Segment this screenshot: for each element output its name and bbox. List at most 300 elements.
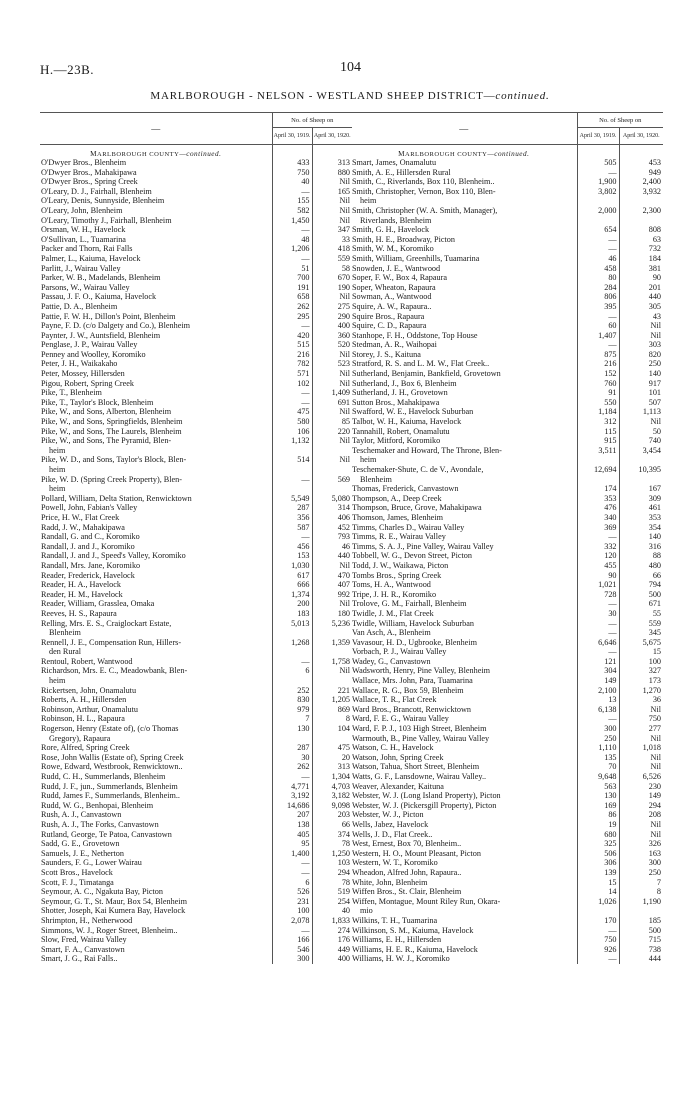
owner-name: Sutton Bros., Mahakipawa <box>352 397 440 407</box>
sheep-1919: 13 <box>577 695 619 705</box>
sheep-1920: 354 <box>619 523 663 533</box>
table-row <box>351 388 663 398</box>
table-row <box>40 590 352 600</box>
sheep-1919: 6 <box>272 666 312 676</box>
owner-name: O'Dwyer Bros., Mahakipawa <box>41 167 137 177</box>
table-row <box>40 695 352 705</box>
sheep-1920: 184 <box>619 254 663 264</box>
owner-name: Webster, W. J. (Long Island Property), Picton <box>352 791 501 801</box>
sheep-1919 <box>272 676 312 686</box>
sheep-1920: 275 <box>312 302 352 312</box>
owner-name: Gregory), Rapaura <box>49 733 111 743</box>
owner-name: Watson, Tahua, Short Street, Blenheim <box>352 762 480 772</box>
table-row <box>351 705 663 715</box>
left-rows <box>40 145 352 964</box>
table-row <box>40 666 352 676</box>
table-row <box>351 791 663 801</box>
sheep-1920 <box>312 484 352 494</box>
sheep-1920: 201 <box>619 283 663 293</box>
sheep-1919: 587 <box>272 523 312 533</box>
sheep-1920: 250 <box>619 868 663 878</box>
sheep-1919: 306 <box>577 858 619 868</box>
sheep-1919: 295 <box>272 312 312 322</box>
owner-name: Wadey, G., Canvastown <box>352 656 431 666</box>
owner-name: Talbot, W. H., Kaiuma, Havelock <box>352 417 462 427</box>
sheep-1920: Nil <box>312 216 352 226</box>
sheep-1920: Nil <box>312 379 352 389</box>
owner-name: Slow, Fred, Wairau Valley <box>41 935 127 945</box>
table-row <box>40 791 352 801</box>
sheep-1920: 347 <box>312 225 352 235</box>
owner-name: heim <box>49 465 66 474</box>
sheep-1919: — <box>577 599 619 609</box>
sheep-1920: 793 <box>312 532 352 542</box>
table-row <box>40 187 352 197</box>
sheep-1920: 1,250 <box>312 849 352 859</box>
sheep-1920: 163 <box>619 849 663 859</box>
owner-name: Relling, Mrs. E. S., Craiglockart Estate, <box>41 618 172 628</box>
sheep-1920: Nil <box>312 206 352 216</box>
table-row <box>40 503 352 513</box>
table-row <box>351 302 663 312</box>
owner-name: Sutherland, J., Box 6, Blenheim <box>352 378 457 388</box>
owner-name: Ward, F. E. G., Wairau Valley <box>352 714 449 724</box>
sheep-1920: 88 <box>619 551 663 561</box>
table-row <box>351 446 663 456</box>
sheep-1920: 917 <box>619 379 663 389</box>
owner-name: Sutherland, J. H., Grovetown <box>352 388 448 398</box>
table-row <box>40 475 352 485</box>
sheep-1919: — <box>577 340 619 350</box>
owner-name: Wallace, Mrs. John, Para, Tuamarina <box>352 676 473 686</box>
sheep-1920 <box>312 465 352 475</box>
sheep-1919: 728 <box>577 590 619 600</box>
owner-name: Rentoul, Robert, Wantwood <box>41 656 133 666</box>
owner-name: Powell, John, Fabian's Valley <box>41 503 138 513</box>
owner-name: Smith, W. M., Koromiko <box>352 244 434 254</box>
sheep-1919: — <box>272 187 312 197</box>
sheep-1919: 200 <box>272 599 312 609</box>
name-column-header: — <box>351 113 577 145</box>
sheep-1919: — <box>577 714 619 724</box>
sheep-1920: Nil <box>619 331 663 341</box>
table-row <box>40 954 352 964</box>
sheep-1920: 167 <box>619 484 663 494</box>
sheep-1920: 78 <box>312 839 352 849</box>
owner-name: Wells, J. D., Flat Creek.. <box>352 829 433 839</box>
sheep-1919: — <box>577 926 619 936</box>
table-row <box>40 407 352 417</box>
sheep-1920: 1,833 <box>312 916 352 926</box>
sheep-1920: 8 <box>619 887 663 897</box>
table-row <box>351 906 663 916</box>
sheep-1920: 452 <box>312 523 352 533</box>
table-row <box>351 647 663 657</box>
sheep-1919 <box>577 475 619 485</box>
sheep-1920: 8 <box>312 714 352 724</box>
owner-name: O'Leary, John, Blenheim <box>41 205 123 215</box>
sheep-1920: 20 <box>312 753 352 763</box>
sheep-1919: 1,900 <box>577 177 619 187</box>
sheep-1920 <box>619 216 663 226</box>
sheep-1920: 58 <box>312 264 352 274</box>
sheep-1919: 166 <box>272 935 312 945</box>
table-row <box>40 158 352 168</box>
table-row <box>351 340 663 350</box>
sheep-1920: 880 <box>312 168 352 178</box>
table-row <box>351 858 663 868</box>
table-row <box>40 216 352 226</box>
table-row <box>351 801 663 811</box>
sheep-1920: 374 <box>312 830 352 840</box>
sheep-1919: 830 <box>272 695 312 705</box>
owner-name: Squire Bros., Rapaura <box>352 311 425 321</box>
sheep-1919: 563 <box>577 782 619 792</box>
sheep-1920: 507 <box>619 398 663 408</box>
table-row <box>351 619 663 629</box>
table-row <box>40 465 352 475</box>
sheep-1920: 406 <box>312 513 352 523</box>
table-row <box>40 571 352 581</box>
owner-name: Rudd, James F., Summerlands, Blenheim.. <box>41 791 180 801</box>
sheep-1919: — <box>577 954 619 964</box>
sheep-1920: 140 <box>619 369 663 379</box>
sheep-1919: 30 <box>272 753 312 763</box>
owner-name: Pike, W., and Sons, Alberton, Blenheim <box>41 407 172 417</box>
sheep-1920: 1,359 <box>312 638 352 648</box>
table-row <box>351 916 663 926</box>
owner-name: Williams, E. H., Hillersden <box>352 935 442 945</box>
sheep-1919: 1,110 <box>577 743 619 753</box>
sheep-1919: 183 <box>272 609 312 619</box>
table-row <box>351 455 663 465</box>
sheep-1919: 806 <box>577 292 619 302</box>
owner-name: Smith, Christopher (W. A. Smith, Manager), <box>352 205 498 215</box>
table-row <box>351 561 663 571</box>
owner-name: Seymour, G. T., St. Maur, Box 54, Blenheim <box>41 896 187 906</box>
sheep-1919: — <box>272 926 312 936</box>
sheep-1920: 453 <box>619 158 663 168</box>
sheep-1919: 30 <box>577 609 619 619</box>
owner-name: Robinson, H. L., Rapaura <box>41 714 125 724</box>
owner-name: Saunders, F. G., Lower Wairau <box>41 858 142 868</box>
sheep-1919: 617 <box>272 571 312 581</box>
owner-name: Randall, Mrs. Jane, Koromiko <box>41 560 141 570</box>
owner-name: Stedman, A. R., Waihopai <box>352 340 437 350</box>
sheep-1919: 139 <box>577 868 619 878</box>
table-row <box>40 580 352 590</box>
sheep-1919: 782 <box>272 359 312 369</box>
sheep-1920: 305 <box>619 302 663 312</box>
sheep-1920: 250 <box>619 359 663 369</box>
owner-name: Swafford, W. E., Havelock Suburban <box>352 407 474 417</box>
table-row <box>40 523 352 533</box>
sheep-1920: 1,270 <box>619 686 663 696</box>
table-row <box>40 657 352 667</box>
owner-name: Squire, A. W., Rapaura.. <box>352 301 432 311</box>
sheep-1919: 750 <box>577 935 619 945</box>
table-row <box>351 513 663 523</box>
table-row <box>40 542 352 552</box>
table-row <box>351 177 663 187</box>
sheep-1920: Nil <box>312 369 352 379</box>
table-row <box>40 436 352 446</box>
sheep-1919: 90 <box>577 571 619 581</box>
owner-name: Vorbach, P. J., Wairau Valley <box>352 647 447 657</box>
table-row <box>40 609 352 619</box>
sheep-1920: 180 <box>312 609 352 619</box>
sheep-1919: 7 <box>272 714 312 724</box>
owner-name: heim <box>49 484 66 494</box>
table-row <box>40 858 352 868</box>
sheep-1920: 1,758 <box>312 657 352 667</box>
table-row <box>40 926 352 936</box>
sheep-1920: 165 <box>312 187 352 197</box>
owner-name: Sadd, G. E., Grovetown <box>41 839 120 849</box>
table-row <box>351 475 663 485</box>
sheep-1919: 1,374 <box>272 590 312 600</box>
left-sheep-table <box>40 112 352 964</box>
sheep-1920: 449 <box>312 945 352 955</box>
owner-name: Shotter, Joseph, Kai Kumera Bay, Havelock <box>41 906 186 916</box>
sheep-1919: 15 <box>577 878 619 888</box>
owner-name: Scott Bros., Havelock <box>41 867 113 877</box>
sheep-1919: 80 <box>577 273 619 283</box>
sheep-1919: 514 <box>272 455 312 465</box>
table-row <box>351 369 663 379</box>
table-row <box>351 235 663 245</box>
table-row <box>40 772 352 782</box>
table-row <box>351 849 663 859</box>
owner-name: Smith, G. H., Havelock <box>352 225 430 235</box>
sheep-1920: 303 <box>619 340 663 350</box>
sheep-1920: 326 <box>619 839 663 849</box>
sheep-1920: 50 <box>619 427 663 437</box>
sheep-1919: 6,646 <box>577 638 619 648</box>
sheep-1920: 230 <box>619 782 663 792</box>
owner-name: Pike, T., Blenheim <box>41 388 102 398</box>
table-row <box>40 273 352 283</box>
sheep-1919: 582 <box>272 206 312 216</box>
sheep-1920: 103 <box>312 858 352 868</box>
owner-name: Stratford, R. S. and L. M. W., Flat Creek.. <box>352 359 490 369</box>
sheep-1919: 475 <box>272 407 312 417</box>
sheep-1920: 66 <box>619 571 663 581</box>
table-row <box>40 532 352 542</box>
owner-name: Smith, Christopher, Vernon, Box 110, Blen- <box>352 186 496 196</box>
sheep-1919: 550 <box>577 398 619 408</box>
sheep-1920: Nil <box>619 705 663 715</box>
sheep-1919: 40 <box>272 177 312 187</box>
owner-name: Snowden, J. E., Wantwood <box>352 263 441 273</box>
sheep-1919: 12,694 <box>577 465 619 475</box>
table-row <box>351 810 663 820</box>
sheep-1919: 149 <box>577 676 619 686</box>
sheep-1919: 207 <box>272 810 312 820</box>
page-title <box>0 90 700 102</box>
owner-name: Wells, Jabez, Havelock <box>352 819 429 829</box>
sheep-1920: 360 <box>312 331 352 341</box>
sheep-1920: 190 <box>312 283 352 293</box>
owner-name: Smith, A. E., Hillersden Rural <box>352 167 451 177</box>
sheep-1920: 5,675 <box>619 638 663 648</box>
table-row <box>40 244 352 254</box>
table-row <box>40 868 352 878</box>
table-row <box>351 196 663 206</box>
page-number: 104 <box>340 60 361 75</box>
sheep-1919: 340 <box>577 513 619 523</box>
owner-name: Seymour, A. C., Ngakuta Bay, Picton <box>41 887 163 897</box>
sheep-1920: Nil <box>312 292 352 302</box>
sheep-1920: 400 <box>312 321 352 331</box>
sheep-1920: Nil <box>619 762 663 772</box>
sheep-1920: 738 <box>619 945 663 955</box>
year-1920-header: April 30, 1920. <box>312 128 352 145</box>
sheep-1919: 51 <box>272 264 312 274</box>
table-row <box>40 676 352 686</box>
table-row <box>40 724 352 734</box>
sheep-1920: 313 <box>312 158 352 168</box>
sheep-1920: 732 <box>619 244 663 254</box>
owner-name: Rose, John Wallis (Estate of), Spring Creek <box>41 752 184 762</box>
table-row <box>40 753 352 763</box>
sheep-1920: 220 <box>312 427 352 437</box>
table-row <box>351 407 663 417</box>
owner-name: Smith, H. E., Broadway, Picton <box>352 234 455 244</box>
sheep-1920: Nil <box>619 734 663 744</box>
sheep-1919: 138 <box>272 820 312 830</box>
table-row <box>40 427 352 437</box>
table-row <box>351 753 663 763</box>
table-row <box>40 196 352 206</box>
sheep-1920: 173 <box>619 676 663 686</box>
owner-name: Blenheim <box>49 628 81 638</box>
sheep-1920: 316 <box>619 542 663 552</box>
sheep-1920: Nil <box>619 753 663 763</box>
sheep-1919: — <box>577 244 619 254</box>
owner-name: Timms, R. E., Wairau Valley <box>352 532 446 542</box>
owner-name: Rennell, J. E., Compensation Run, Hillers- <box>41 637 182 647</box>
sheep-1919: 46 <box>577 254 619 264</box>
sheep-1919: 458 <box>577 264 619 274</box>
owner-name: Simmons, W. J., Roger Street, Blenheim.. <box>41 925 178 935</box>
sheep-1920: Nil <box>312 196 352 206</box>
sheep-1919: 70 <box>577 762 619 772</box>
sheep-1920: 519 <box>312 887 352 897</box>
owner-name: Rush, A. J., Canvastown <box>41 810 122 820</box>
sheep-1919: 252 <box>272 686 312 696</box>
table-row <box>351 686 663 696</box>
sheep-1919: 169 <box>577 801 619 811</box>
sheep-1919: 405 <box>272 830 312 840</box>
sheep-1919: — <box>272 532 312 542</box>
sheep-1919: 6,138 <box>577 705 619 715</box>
sheep-1920: 400 <box>312 954 352 964</box>
sheep-1920: 63 <box>619 235 663 245</box>
owner-name: Trolove, G. M., Fairhall, Blenheim <box>352 599 467 609</box>
sheep-1919: 2,078 <box>272 916 312 926</box>
sheep-1919 <box>272 484 312 494</box>
owner-name: Palmer, L., Kaiuma, Havelock <box>41 253 141 263</box>
owner-name: Reader, William, Grasslea, Omaka <box>41 599 155 609</box>
owner-name: Orsman, W. H., Havelock <box>41 225 126 235</box>
sheep-1919: — <box>272 225 312 235</box>
sheep-1920: Nil <box>312 561 352 571</box>
table-row <box>351 609 663 619</box>
sheep-1919: — <box>577 647 619 657</box>
owner-name: heim <box>49 445 66 455</box>
sheep-1920 <box>312 734 352 744</box>
table-row <box>351 714 663 724</box>
sheep-1920: 1,304 <box>312 772 352 782</box>
table-row <box>351 187 663 197</box>
sheep-1920: 407 <box>312 580 352 590</box>
sheep-1919: 287 <box>272 743 312 753</box>
sheep-1919: 86 <box>577 810 619 820</box>
owner-name: Parsons, W., Wairau Valley <box>41 282 130 292</box>
owner-name: Pigou, Robert, Spring Creek <box>41 378 135 388</box>
sheep-1919: 216 <box>577 359 619 369</box>
owner-name: Wheadon, Alfred John, Rapaura.. <box>352 867 462 877</box>
sheep-1920 <box>312 628 352 638</box>
sheep-1920: 418 <box>312 244 352 254</box>
sheep-1919: 304 <box>577 666 619 676</box>
table-row <box>40 830 352 840</box>
table-row <box>351 206 663 216</box>
sheep-1920: 794 <box>619 580 663 590</box>
owner-name: Pattie, D. A., Blenheim <box>41 301 118 311</box>
table-row <box>351 695 663 705</box>
sheep-1919: 130 <box>272 724 312 734</box>
sheep-1920: 475 <box>312 743 352 753</box>
sheep-1919: 356 <box>272 513 312 523</box>
owner-name: Randall, J. and J., Speed's Valley, Koromiko <box>41 551 186 561</box>
owner-name: Webster, W. J. (Pickersgill Property), Picton <box>352 800 497 810</box>
sheep-1919: 120 <box>577 551 619 561</box>
sheep-1919: — <box>577 619 619 629</box>
owner-name: Wallace, R. G., Box 59, Blenheim <box>352 685 464 695</box>
table-row <box>351 312 663 322</box>
table-row <box>40 484 352 494</box>
sheep-1920: 740 <box>619 436 663 446</box>
sheep-1920: Nil <box>312 436 352 446</box>
sheep-1920: 820 <box>619 350 663 360</box>
sheep-1919: 1,021 <box>577 580 619 590</box>
sheep-1919: — <box>577 168 619 178</box>
table-row <box>40 935 352 945</box>
owner-name: Pike, W., and Sons, The Laurels, Blenheim <box>41 426 182 436</box>
table-row <box>40 264 352 274</box>
sheep-1920: 309 <box>619 494 663 504</box>
sheep-1919: — <box>577 235 619 245</box>
sheep-1920: 992 <box>312 590 352 600</box>
table-row <box>351 350 663 360</box>
title-main: MARLBOROUGH - NELSON - WESTLAND SHEEP DISTRICT— <box>150 90 496 102</box>
table-row <box>40 254 352 264</box>
sheep-1919: — <box>272 858 312 868</box>
owner-name: Riverlands, Blenheim <box>360 215 432 225</box>
table-row <box>40 235 352 245</box>
sheep-1919: 526 <box>272 887 312 897</box>
sheep-1919: 115 <box>577 427 619 437</box>
sheep-1920: Nil <box>312 455 352 465</box>
sheep-1920: 381 <box>619 264 663 274</box>
table-row <box>351 484 663 494</box>
owner-name: Weaver, Alexander, Kaituna <box>352 781 444 791</box>
year-1919-header: April 30, 1919. <box>577 128 619 145</box>
sheep-1919: 19 <box>577 820 619 830</box>
table-row <box>351 273 663 283</box>
